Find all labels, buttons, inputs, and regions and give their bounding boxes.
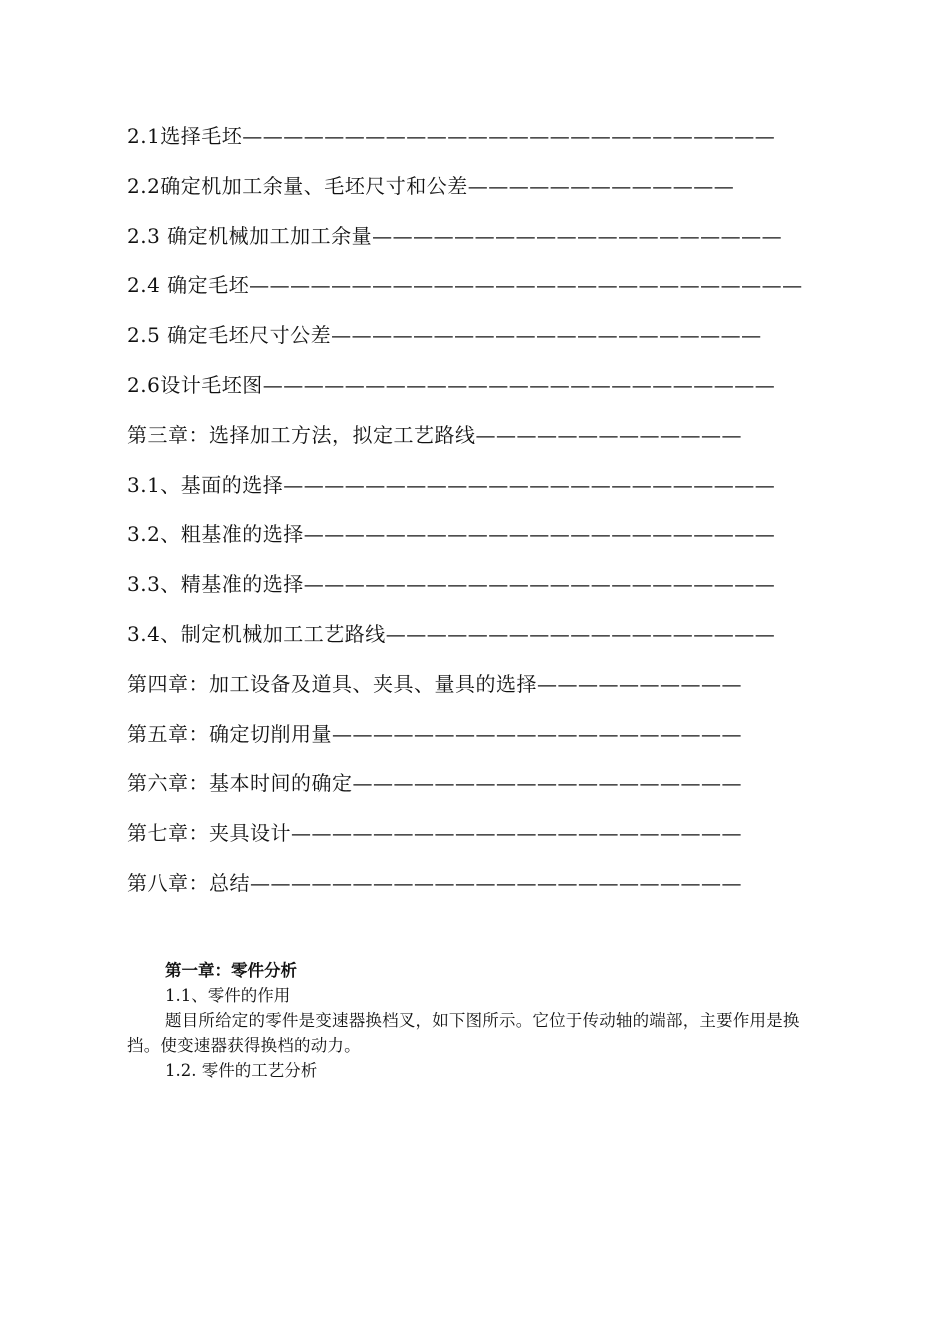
- toc-entry: 2.4 确定毛坯———————————————————————————: [127, 273, 803, 298]
- toc-entry: 3.2、粗基准的选择———————————————————————: [127, 522, 776, 547]
- toc-entry: 第六章：基本时间的确定———————————————————: [127, 771, 742, 796]
- toc-entry: 2.2确定机加工余量、毛坯尺寸和公差—————————————: [127, 173, 735, 198]
- toc-entry: 第八章：总结————————————————————————: [127, 870, 742, 895]
- toc-entry: 3.1、基面的选择————————————————————————: [127, 472, 776, 497]
- toc-entry: 2.6设计毛坯图—————————————————————————: [127, 372, 776, 397]
- table-of-contents: [127, 118, 827, 915]
- section-heading: 1.1、零件的作用: [165, 986, 291, 1005]
- toc-entry: 2.1选择毛坯——————————————————————————: [127, 124, 776, 148]
- toc-entry: 第三章：选择加工方法，拟定工艺路线—————————————: [127, 422, 742, 447]
- toc-entry: 2.3 确定机械加工加工余量————————————————————: [127, 223, 783, 248]
- body-paragraph: 题目所给定的零件是变速器换档叉，如下图所示。它位于传动轴的端部，主要作用是换挡。使变速器获得换档的动力。: [127, 1011, 800, 1055]
- toc-entry: 第四章：加工设备及道具、夹具、量具的选择——————————: [127, 671, 742, 696]
- toc-entry: 第七章：夹具设计——————————————————————: [127, 821, 742, 846]
- toc-entry: 3.4、制定机械加工工艺路线———————————————————: [127, 621, 776, 646]
- toc-entry: 第五章：确定切削用量————————————————————: [127, 721, 742, 746]
- chapter-title: 第一章：零件分析: [165, 961, 297, 980]
- chapter-1-section: [127, 958, 827, 1083]
- section-heading: 1.2. 零件的工艺分析: [165, 1061, 318, 1080]
- toc-entry: 3.3、精基准的选择———————————————————————: [127, 572, 776, 597]
- toc-entry: 2.5 确定毛坯尺寸公差—————————————————————: [127, 323, 762, 348]
